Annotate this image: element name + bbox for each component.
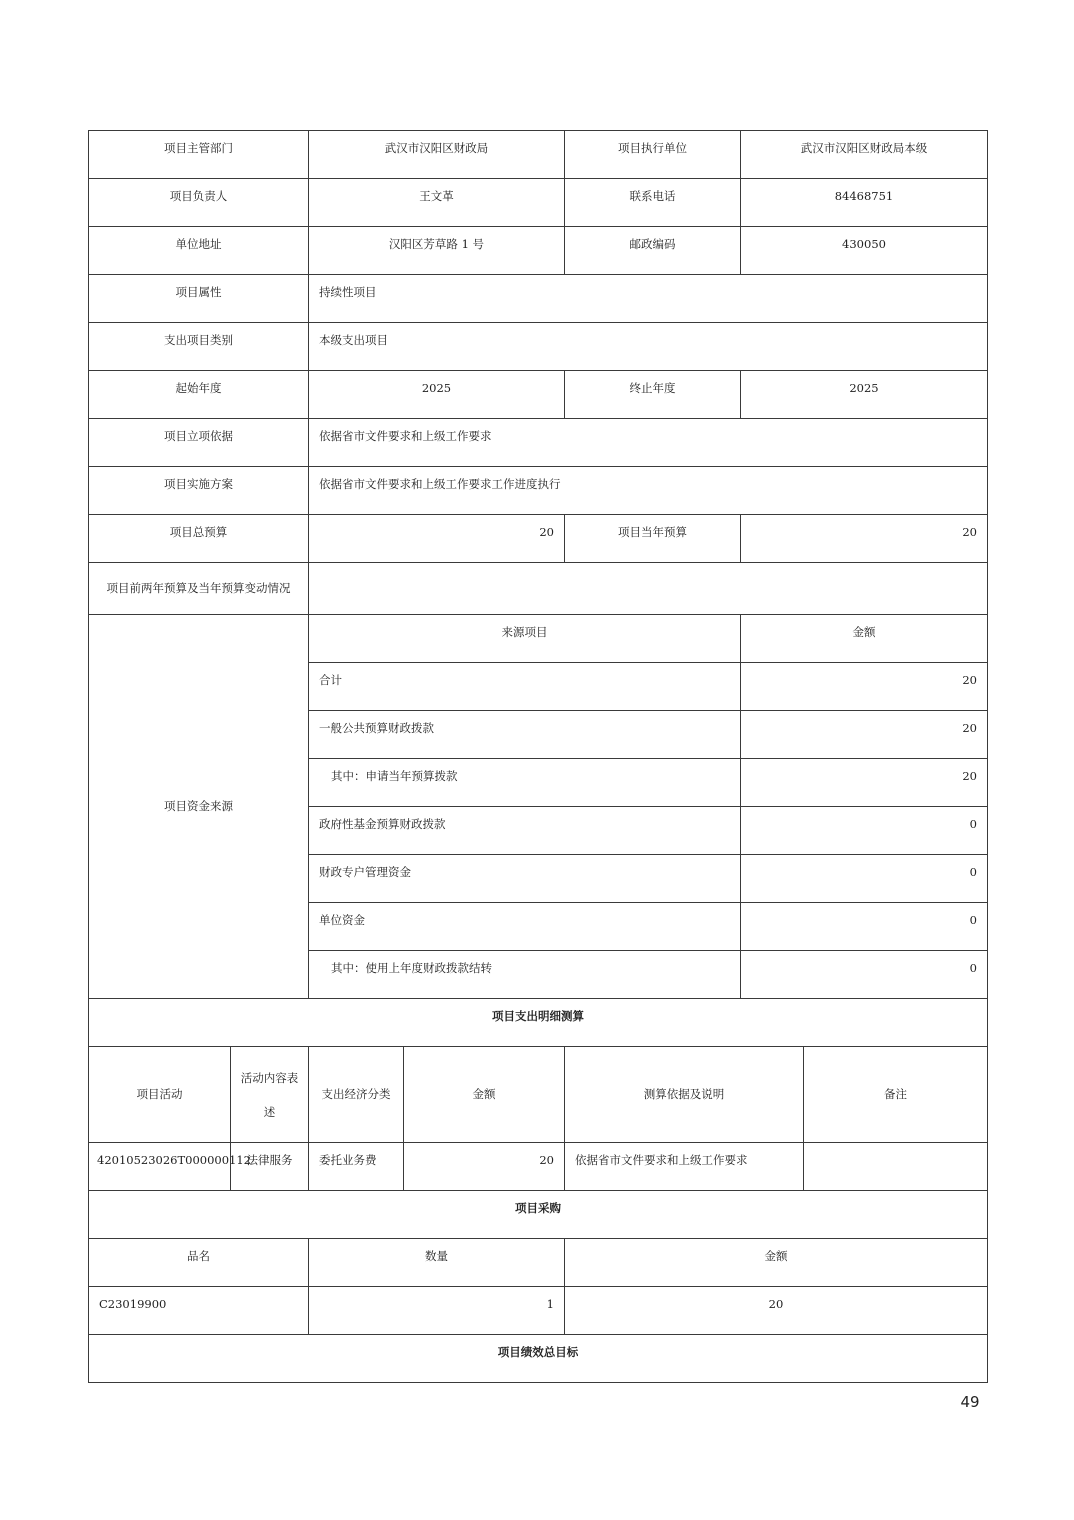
start-year-label: 起始年度	[88, 370, 309, 419]
postcode-label: 邮政编码	[564, 226, 741, 275]
detail-section-title: 项目支出明细测算	[88, 998, 988, 1047]
current-budget-label: 项目当年预算	[564, 514, 741, 563]
address-value: 汉阳区芳草路 1 号	[308, 226, 565, 275]
total-budget-value: 20	[308, 514, 565, 563]
attr-label: 项目属性	[88, 274, 309, 323]
funding-row-amount: 0	[740, 902, 988, 951]
funding-row-amount: 20	[740, 758, 988, 807]
end-year-label: 终止年度	[564, 370, 741, 419]
funding-row-amount: 0	[740, 854, 988, 903]
current-budget-value: 20	[740, 514, 988, 563]
detail-col-econ: 支出经济分类	[308, 1046, 404, 1143]
detail-col-content-line2: 述	[263, 1104, 276, 1119]
plan-label: 项目实施方案	[88, 466, 309, 515]
project-info-table	[88, 130, 988, 1383]
postcode-value: 430050	[740, 226, 988, 275]
procurement-row-amount: 20	[564, 1286, 988, 1335]
funding-row-amount: 20	[740, 662, 988, 711]
start-year-value: 2025	[308, 370, 565, 419]
exec-value: 武汉市汉阳区财政局本级	[740, 130, 988, 179]
funding-row-amount: 20	[740, 710, 988, 759]
procurement-row-qty: 1	[308, 1286, 565, 1335]
manager-value: 王文革	[308, 178, 565, 227]
detail-row-amount: 20	[403, 1142, 565, 1191]
detail-row-econ: 委托业务费	[308, 1142, 404, 1191]
funding-source-label: 项目资金来源	[88, 614, 309, 999]
funding-row-amount: 0	[740, 950, 988, 999]
budget-change-value	[308, 562, 988, 615]
procurement-col-amount: 金额	[564, 1238, 988, 1287]
basis-value: 依据省市文件要求和上级工作要求	[308, 418, 988, 467]
funding-col-source: 来源项目	[308, 614, 741, 663]
page-number: 49	[960, 1393, 980, 1411]
funding-row-amount: 0	[740, 806, 988, 855]
dept-value: 武汉市汉阳区财政局	[308, 130, 565, 179]
procurement-row-name: C23019900	[88, 1286, 309, 1335]
total-budget-label: 项目总预算	[88, 514, 309, 563]
detail-row-basis: 依据省市文件要求和上级工作要求	[564, 1142, 804, 1191]
plan-value: 依据省市文件要求和上级工作要求工作进度执行	[308, 466, 988, 515]
category-value: 本级支出项目	[308, 322, 988, 371]
procurement-col-qty: 数量	[308, 1238, 565, 1287]
procurement-col-name: 品名	[88, 1238, 309, 1287]
detail-col-remark: 备注	[803, 1046, 988, 1143]
exec-label: 项目执行单位	[564, 130, 741, 179]
phone-label: 联系电话	[564, 178, 741, 227]
phone-value: 84468751	[740, 178, 988, 227]
funding-row-name: 政府性基金预算财政拨款	[308, 806, 741, 855]
funding-col-amount: 金额	[740, 614, 988, 663]
basis-label: 项目立项依据	[88, 418, 309, 467]
detail-col-content	[230, 1046, 309, 1143]
procurement-section-title: 项目采购	[88, 1190, 988, 1239]
funding-row-name: 一般公共预算财政拨款	[308, 710, 741, 759]
detail-row-remark	[803, 1142, 988, 1191]
detail-col-activity: 项目活动	[88, 1046, 231, 1143]
detail-col-amount: 金额	[403, 1046, 565, 1143]
dept-label: 项目主管部门	[88, 130, 309, 179]
performance-section-title: 项目绩效总目标	[88, 1334, 988, 1383]
funding-row-name: 合计	[308, 662, 741, 711]
end-year-value: 2025	[740, 370, 988, 419]
funding-row-name: 财政专户管理资金	[308, 854, 741, 903]
detail-col-content-line1: 活动内容表	[240, 1070, 299, 1085]
attr-value: 持续性项目	[308, 274, 988, 323]
detail-row-content: 法律服务	[230, 1142, 309, 1191]
detail-col-basis: 测算依据及说明	[564, 1046, 804, 1143]
detail-row-activity: 42010523026T000000112	[88, 1142, 231, 1191]
address-label: 单位地址	[88, 226, 309, 275]
funding-row-name: 其中：申请当年预算拨款	[308, 758, 741, 807]
budget-change-label: 项目前两年预算及当年预算变动情况	[88, 562, 309, 615]
funding-row-name: 单位资金	[308, 902, 741, 951]
category-label: 支出项目类别	[88, 322, 309, 371]
funding-row-name: 其中：使用上年度财政拨款结转	[308, 950, 741, 999]
manager-label: 项目负责人	[88, 178, 309, 227]
